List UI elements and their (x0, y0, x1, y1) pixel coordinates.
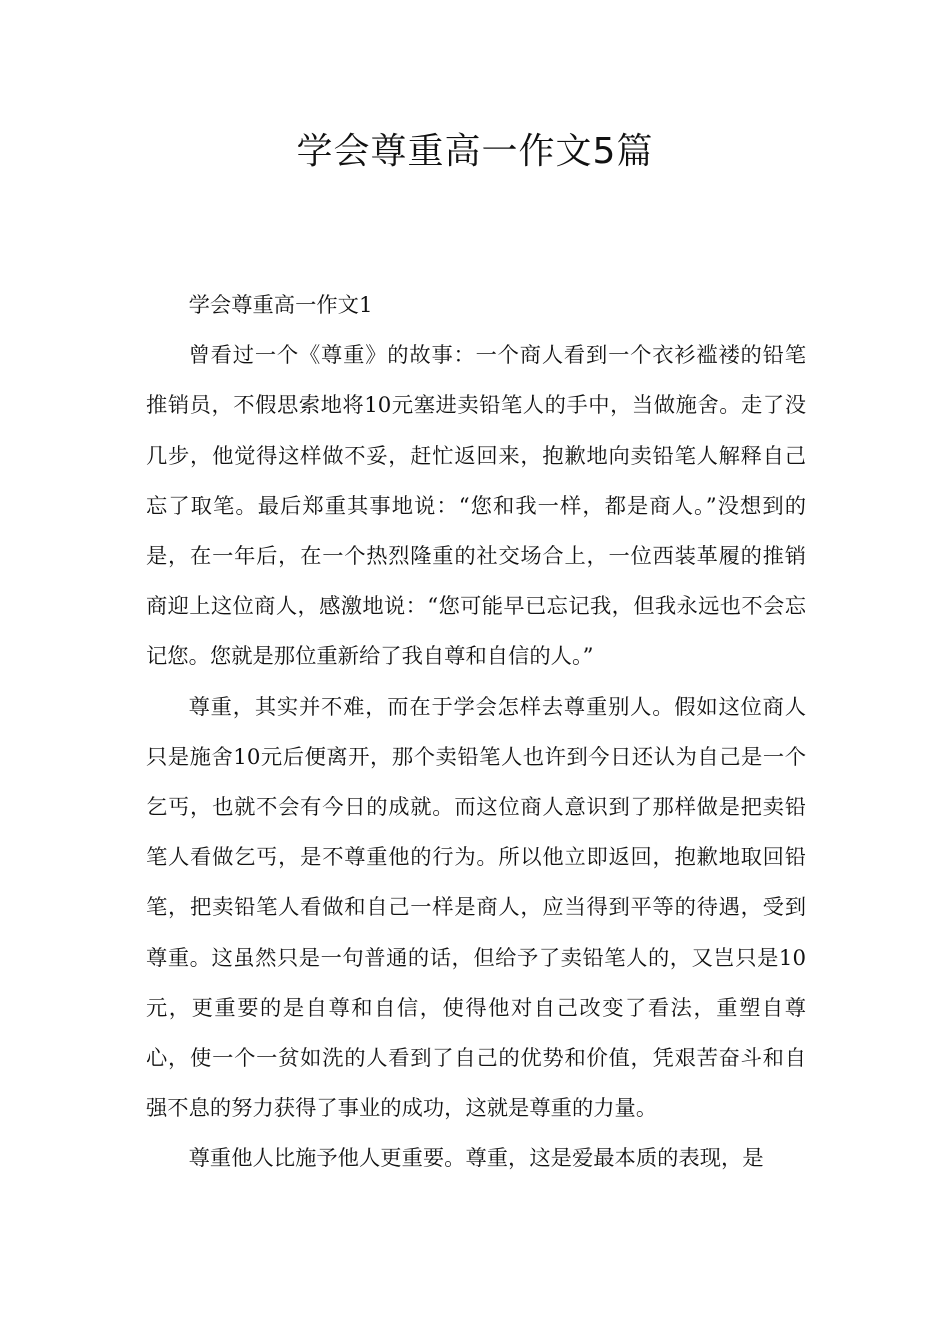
paragraph-1: 曾看过一个《尊重》的故事：一个商人看到一个衣衫褴褛的铅笔推销员，不假思索地将10元塞进卖铅笔人的手中，当做施舍。走了没几步，他觉得这样做不妥，赶忙返回来，抱歉地向卖铅笔人解释自己忘了取笔。最后郑重其事地说：“您和我一样，都是商人。”没想到的是，在一年后，在一个热烈隆重的社交场合上，一位西装革履的推销商迎上这位商人，感激地说：“您可能早已忘记我，但我永远也不会忘记您。您就是那位重新给了我自尊和自信的人。” (146, 343, 806, 670)
section-heading: 学会尊重高一作文1 (188, 293, 373, 318)
paragraph-2: 尊重，其实并不难，而在于学会怎样去尊重别人。假如这位商人只是施舍10元后便离开，那个卖铅笔人也许到今日还认为自己是一个乞丐，也就不会有今日的成就。而这位商人意识到了那样做是把卖铅笔人看做乞丐，是不尊重他的行为。所以他立即返回，抱歉地取回铅笔，把卖铅笔人看做和自己一样是商人，应当得到平等的待遇，受到尊重。这虽然只是一句普通的话，但给予了卖铅笔人的，又岂只是10元，更重要的是自尊和自信，使得他对自己改变了看法，重塑自尊心，使一个一贫如洗的人看到了自己的优势和价值，凭艰苦奋斗和自强不息的努力获得了事业的成功，这就是尊重的力量。 (146, 694, 806, 1122)
document-body (146, 281, 806, 1185)
document-title: 学会尊重高一作文5篇 (296, 131, 654, 172)
paragraph-3: 尊重他人比施予他人更重要。尊重，这是爱最本质的表现，是 (188, 1146, 764, 1172)
